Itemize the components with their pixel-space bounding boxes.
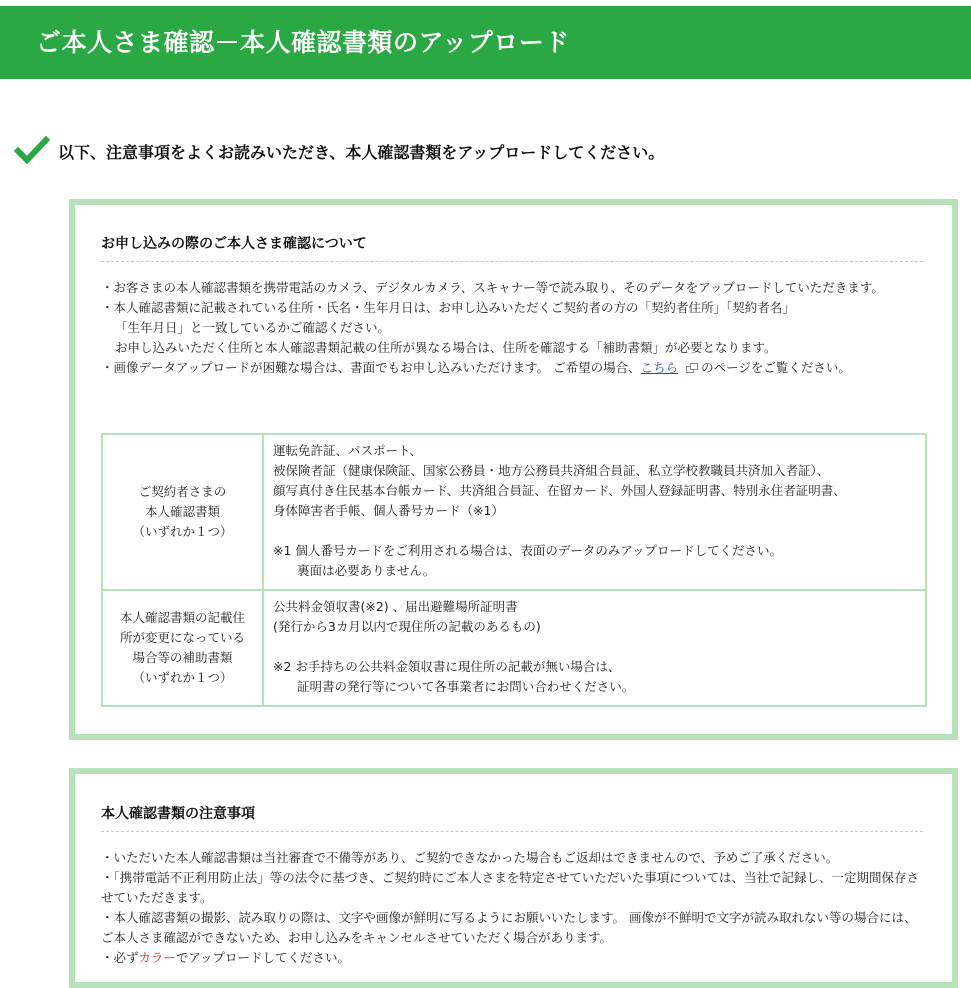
table-row	[102, 434, 926, 590]
row-label	[102, 434, 263, 590]
notice-line: ・本人確認書類に記載されている住所・氏名・生年月日は、お申し込みいただくご契約者の方の「契約者住所」「契約者名」	[101, 300, 795, 315]
section-body	[101, 278, 928, 378]
notice-text: ・必ず	[101, 950, 139, 965]
row-label-line: （いずれか１つ）	[132, 670, 233, 685]
notice-line: ・「携帯電話不正利用防止法」等の法令に基づき、ご契約時にご本人さまを特定させていただいた事項については、当社で記録し、一定期間保存させていただきます。	[101, 870, 920, 905]
page-title: ご本人さま確認－本人確認書類のアップロード	[36, 28, 570, 57]
document-notes-section	[69, 768, 958, 988]
check-icon	[14, 136, 50, 166]
value-line: 運転免許証、パスポート、	[273, 443, 422, 458]
footnote: ※2 お手持ちの公共料金領収書に現住所の記載が無い場合は、	[273, 659, 621, 674]
row-label-line: 本人確認書類の記載住	[119, 610, 245, 625]
notice-text: でアップロードしてください。	[175, 950, 351, 965]
footnote: 証明書の発行等について各事業者にお問い合わせください。	[297, 679, 635, 694]
color-emphasis: カラー	[138, 950, 176, 965]
notice-text: ・画像データアップロードが困難な場合は、書面でもお申し込みいただけます。 ご希望の場合、	[101, 360, 641, 375]
paper-application-link[interactable]: こちら	[640, 360, 679, 375]
notice-text: のページをご覧ください。	[701, 360, 851, 375]
page-header	[0, 6, 971, 79]
notice-line: 「生年月日」と一致しているかご確認ください。	[115, 320, 391, 335]
row-label-line: 場合等の補助書類	[132, 650, 233, 665]
row-value	[263, 590, 926, 706]
section-title: お申し込みの際のご本人さま確認について	[101, 233, 923, 262]
value-line: 公共料金領収書(※2) 、届出避難場所証明書	[273, 599, 518, 614]
value-line: (発行から3カ月以内で現住所の記載のあるもの)	[273, 619, 541, 634]
row-label-line: ご契約者さまの	[138, 484, 227, 499]
notice-line	[101, 948, 928, 968]
lead-message	[14, 135, 664, 167]
section-title: 本人確認書類の注意事項	[101, 803, 923, 832]
lead-text: 以下、注意事項をよくお読みいただき、本人確認書類をアップロードしてください。	[58, 142, 665, 162]
document-table	[101, 433, 927, 707]
footnote: ※1 個人番号カードをご利用される場合は、表面のデータのみアップロードしてください。	[273, 543, 783, 558]
section-body	[101, 848, 928, 968]
notice-line: ・お客さまの本人確認書類を携帯電話のカメラ、デジタルカメラ、スキャナー等で読み取り、そのデータをアップロードしていただきます。	[101, 280, 884, 295]
value-line: 被保険者証（健康保険証、国家公務員・地方公務員共済組合員証、私立学校教職員共済加入者証）、	[273, 463, 830, 478]
row-label-line: （いずれか１つ）	[132, 524, 233, 539]
value-line: 身体障害者手帳、個人番号カード（※1）	[273, 503, 504, 518]
row-label-line: 本人確認書類	[144, 504, 220, 519]
notice-line: お申し込みいただく住所と本人確認書類記載の住所が異なる場合は、住所を確認する「補助書類」が必要となります。	[115, 340, 777, 355]
value-line: 顔写真付き住民基本台帳カード、共済組合員証、在留カード、外国人登録証明書、特別永住者証明書、	[273, 483, 846, 498]
notice-line: ・本人確認書類の撮影、読み取りの際は、文字や画像が鮮明に写るようにお願いいたします。 画像が不鮮明で文字が読み取れない等の場合には、ご本人さま確認ができないため、お申し込みをキャンセルさせていただく場合があります。	[101, 910, 917, 945]
row-label	[102, 590, 263, 706]
row-label-line: 所が変更になっている	[119, 630, 245, 645]
table-row	[102, 590, 926, 706]
notice-line	[101, 358, 928, 378]
footnote: 裏面は必要ありません。	[297, 563, 436, 578]
identity-verification-section	[69, 199, 958, 740]
row-value	[263, 434, 926, 590]
notice-line: ・いただいた本人確認書類は当社審査で不備等があり、ご契約できなかった場合もご返却はできませんので、予めご了承ください。	[101, 850, 839, 865]
external-window-icon	[686, 363, 698, 373]
